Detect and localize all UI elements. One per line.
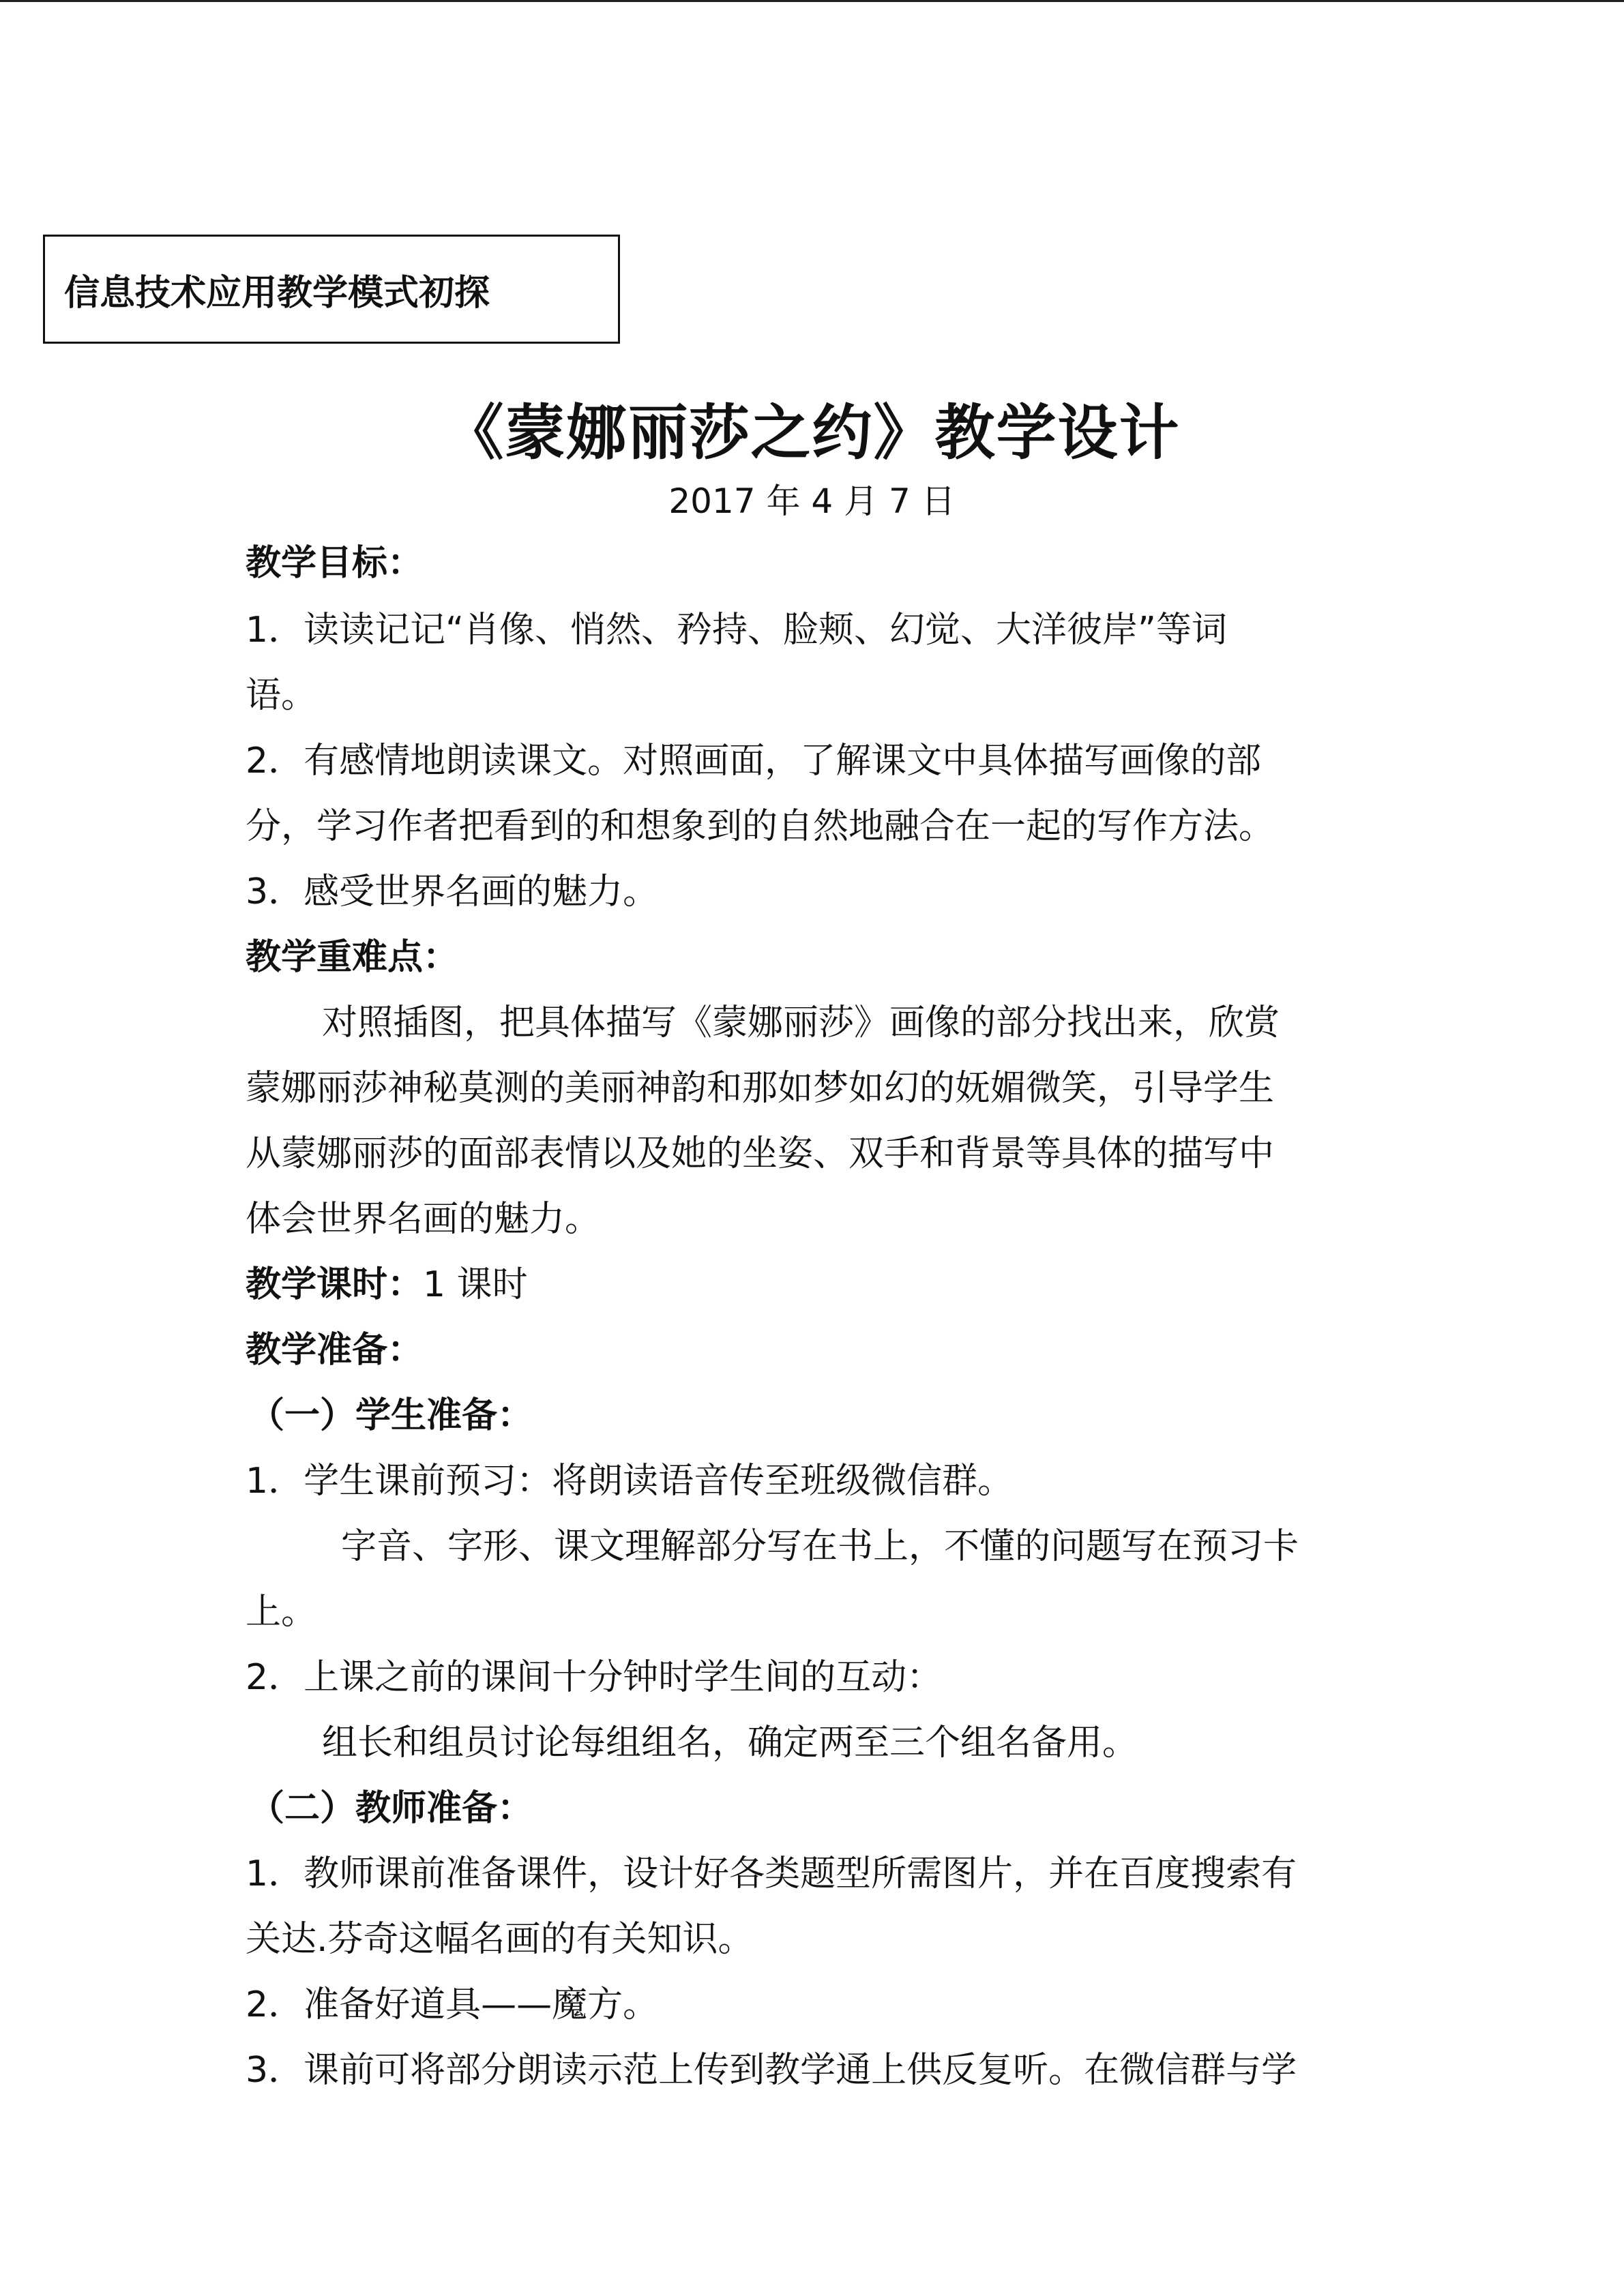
- key-points-line-4: 体会世界名画的魅力。: [246, 1199, 601, 1240]
- goal-item-3: 3．感受世界名画的魅力。: [246, 871, 659, 912]
- prep-heading: 教学准备：: [246, 1330, 424, 1371]
- student-prep-item-1: 1．学生课前预习：将朗读语音传至班级微信群。: [246, 1461, 1014, 1502]
- document-date: 2017 年 4 月 7 日: [668, 481, 956, 521]
- goals-heading: 教学目标：: [246, 543, 424, 584]
- key-points-line-2: 蒙娜丽莎神秘莫测的美丽神韵和那如梦如幻的妩媚微笑，引导学生: [246, 1068, 1275, 1109]
- header-box: [43, 235, 620, 344]
- teacher-prep-item-1-cont: 关达.芬奇这幅名画的有关知识。: [246, 1919, 754, 1960]
- document-title: 《蒙娜丽莎之约》教学设计: [443, 398, 1181, 468]
- teacher-prep-item-3: 3．课前可将部分朗读示范上传到教学通上供反复听。在微信群与学: [246, 2050, 1297, 2091]
- goal-item-2-cont: 分，学习作者把看到的和想象到的自然地融合在一起的写作方法。: [246, 806, 1275, 847]
- teacher-prep-item-1: 1．教师课前准备课件，设计好各类题型所需图片，并在百度搜索有: [246, 1853, 1297, 1894]
- goal-item-1-cont: 语。: [246, 675, 317, 716]
- goal-item-1: 1．读读记记“肖像、悄然、矜持、脸颊、幻觉、大洋彼岸”等词: [246, 610, 1227, 651]
- student-prep-item-2: 2．上课之前的课间十分钟时学生间的互动：: [246, 1657, 943, 1698]
- hours-value: 1 课时: [423, 1264, 528, 1305]
- student-prep-item-1-detail: 字音、字形、课文理解部分写在书上，不懂的问题写在预习卡: [341, 1526, 1299, 1567]
- student-prep-heading: （一）学生准备：: [249, 1395, 533, 1436]
- key-points-line-1: 对照插图，把具体描写《蒙娜丽莎》画像的部分找出来，欣赏: [322, 1002, 1280, 1043]
- hours-label: 教学课时：: [246, 1264, 424, 1305]
- header-box-text: 信息技术应用教学模式初探: [64, 272, 490, 314]
- student-prep-item-1-detail-cont: 上。: [246, 1592, 317, 1632]
- top-border: [0, 0, 1624, 2]
- teacher-prep-heading: （二）教师准备：: [249, 1788, 533, 1829]
- hours-row: [246, 1260, 1378, 1309]
- goal-item-2: 2．有感情地朗读课文。对照画面，了解课文中具体描写画像的部: [246, 741, 1262, 781]
- student-prep-item-2-detail: 组长和组员讨论每组组名，确定两至三个组名备用。: [322, 1723, 1138, 1763]
- key-points-heading: 教学重难点：: [246, 937, 459, 978]
- teacher-prep-item-2: 2．准备好道具——魔方。: [246, 1984, 659, 2025]
- key-points-line-3: 从蒙娜丽莎的面部表情以及她的坐姿、双手和背景等具体的描写中: [246, 1133, 1275, 1174]
